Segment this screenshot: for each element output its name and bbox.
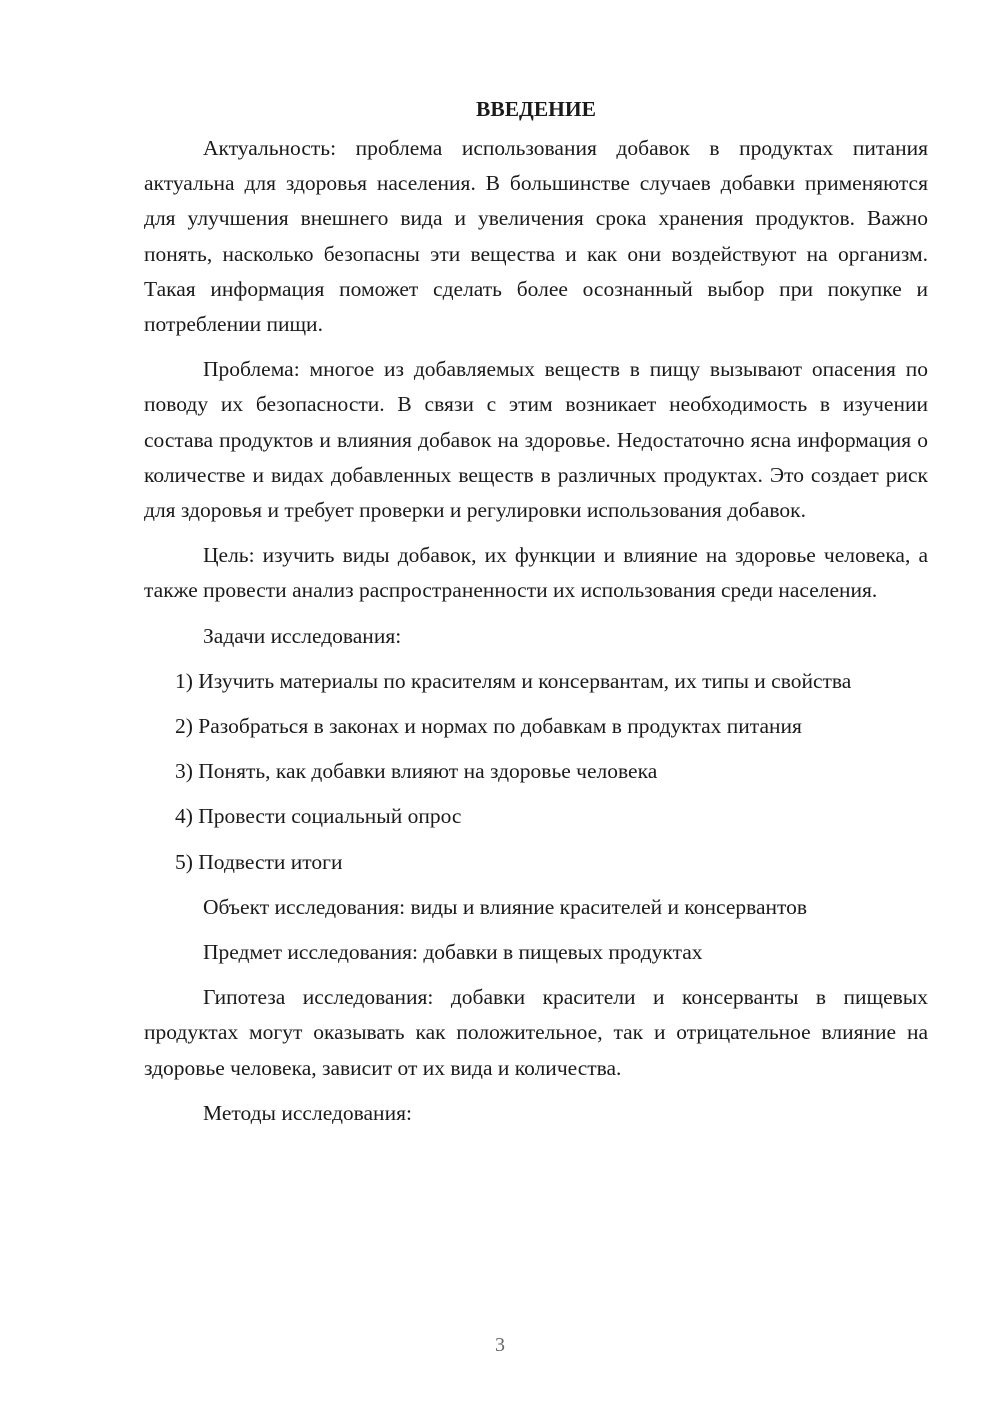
paragraph-goal: Цель: изучить виды добавок, их функции и влияние на здоровье человека, а также провести анализ распространенности их использования среди населения. xyxy=(144,543,928,603)
list-item: 5) Подвести итоги xyxy=(175,849,343,874)
list-item: 2) Разобраться в законах и нормах по добавкам в продуктах питания xyxy=(175,714,802,739)
methods-heading: Методы исследования: xyxy=(203,1100,412,1125)
section-title: ВВЕДЕНИЕ xyxy=(476,97,596,121)
paragraph-problem: Проблема: многое из добавляемых веществ в пищу вызывают опасения по поводу их безопасности. В связи с этим возникает необходимость в изучении состава продуктов и влияния добавок на здоровье. Недостаточно ясна информация о количестве и видах добавленных веществ в различных продуктах. Это создает риск для здоровья и требует проверки и регулировки использования добавок. xyxy=(144,357,928,523)
list-item: 4) Провести социальный опрос xyxy=(175,804,462,829)
page-number: 3 xyxy=(495,1334,505,1356)
document-page xyxy=(144,92,928,1131)
paragraph-relevance: Актуальность: проблема использования добавок в продуктах питания актуальна для здоровья населения. В большинстве случаев добавки применяются для улучшения внешнего вида и увеличения срока хранения продуктов. Важно понять, насколько безопасны эти вещества и как они воздействуют на организм. Такая информация поможет сделать более осознанный выбор при покупке и потреблении пищи. xyxy=(144,136,928,337)
paragraph-hypothesis: Гипотеза исследования: добавки красители и консерванты в пищевых продуктах могут оказывать как положительное, так и отрицательное влияние на здоровье человека, зависит от их вида и количества. xyxy=(144,985,928,1080)
paragraph-subject: Предмет исследования: добавки в пищевых продуктах xyxy=(203,940,703,965)
list-item: 1) Изучить материалы по красителям и консервантам, их типы и свойства xyxy=(175,668,852,693)
list-item: 3) Понять, как добавки влияют на здоровье человека xyxy=(175,759,658,784)
tasks-heading: Задачи исследования: xyxy=(203,623,402,648)
paragraph-object: Объект исследования: виды и влияние красителей и консервантов xyxy=(203,894,808,919)
